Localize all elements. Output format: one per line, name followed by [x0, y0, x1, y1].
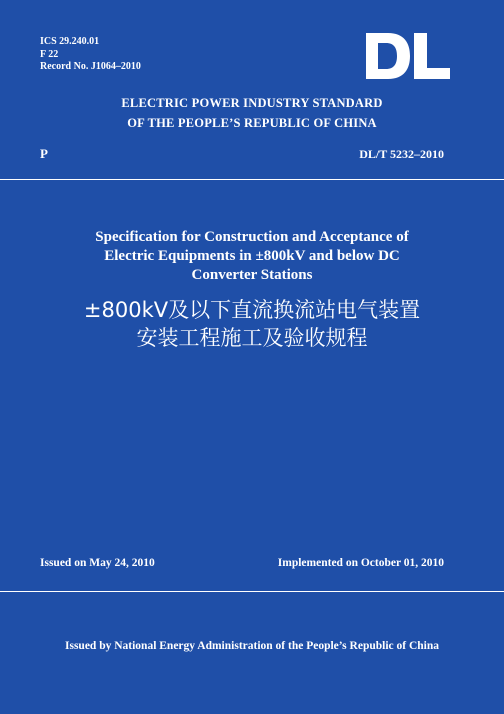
english-title-line-3: Converter Stations	[191, 267, 313, 283]
english-title-line-1: Specification for Construction and Acceptance of	[95, 229, 409, 245]
record-number: Record No. J1064–2010	[40, 61, 141, 72]
dl-logo	[366, 33, 450, 79]
ics-code: ICS 29.240.01	[40, 36, 100, 47]
standard-heading-line-1: ELECTRIC POWER INDUSTRY STANDARD	[121, 96, 383, 110]
top-divider	[0, 179, 504, 180]
p-label: P	[40, 146, 48, 161]
standard-number: DL/T 5232–2010	[359, 147, 444, 161]
classification-block	[40, 36, 141, 74]
dl-logo-letter-d	[366, 33, 410, 79]
standard-heading-line-2: OF THE PEOPLE’S REPUBLIC OF CHINA	[127, 116, 377, 130]
chinese-title	[30, 296, 474, 352]
english-title	[50, 228, 454, 285]
dl-logo-letter-l	[414, 33, 450, 79]
chinese-title-line-1: ±800kV及以下直流换流站电气装置	[83, 298, 421, 322]
implemented-date: Implemented on October 01, 2010	[277, 557, 444, 569]
english-title-line-2: Electric Equipments in ±800kV and below DC	[104, 248, 400, 264]
bottom-divider	[0, 591, 504, 592]
publisher: Issued by National Energy Administration of the People’s Republic of China	[65, 640, 439, 652]
issued-date: Issued on May 24, 2010	[40, 557, 155, 569]
category-code: F 22	[40, 48, 59, 60]
chinese-title-line-2: 安装工程施工及验收规程	[136, 326, 368, 350]
